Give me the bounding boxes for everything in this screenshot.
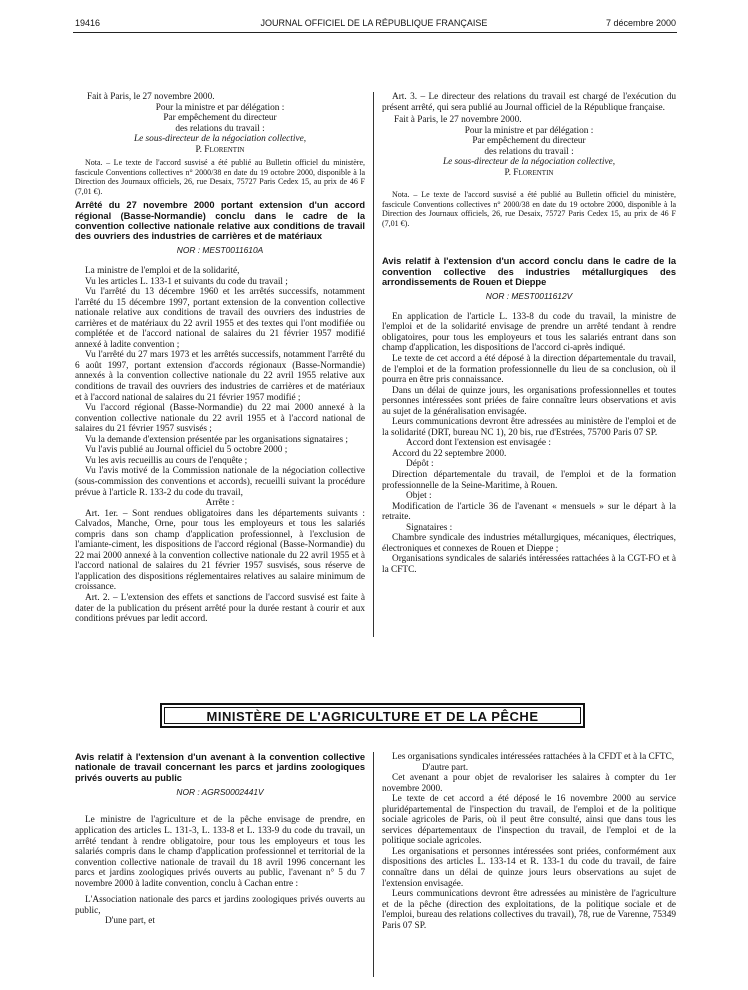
section-title: Avis relatif à l'extension d'un accord conclu dans le cadre de la convention collective des industries métallurgiques des arrondissements de Rouen et Dieppe: [382, 256, 676, 287]
signature-line: Pour la ministre et par délégation :: [464, 125, 594, 136]
paragraph: Direction départementale du travail, de l'emploi et de la formation professionnelle de la Seine-Maritime, à Rouen.: [382, 470, 676, 491]
nor-code: NOR : MEST0011612V: [485, 291, 573, 302]
header-rule: [73, 32, 677, 33]
signature-line: des relations du travail :: [175, 123, 265, 134]
article-3: Art. 3. – Le directeur des relations du travail est chargé de l'exécution du présent arrêté, qui sera publié au Journal officiel de la République française.: [382, 92, 676, 113]
paragraph: Le ministre de l'agriculture et de la pêche envisage de prendre, en application des articles L. 131-3, L. 133-8 et L. 133-9 du code du travail, un arrêté tendant à rendre obligatoire, pour tous les employeurs et tous les salariés compris dans le champ d'application professionnel et territorial de la convention collective nationale de travail du 18 avril 1996 concernant les parcs et jardins zoologiques privés ouverts au public, l'avenant n° 5 du 7 novembre 2000 à ladite convention, conclu à Cachan entre :: [75, 815, 365, 889]
paragraph: Dans un délai de quinze jours, les organisations professionnelles et toutes personnes intéressées sont priées de faire connaître leurs observations et avis au sujet de la généralisation envisagée.: [382, 385, 676, 417]
page-number: 19416: [75, 18, 101, 28]
paragraph: L'Association nationale des parcs et jardins zoologiques privés ouverts au public,: [75, 895, 365, 916]
signature-date: Fait à Paris, le 27 novembre 2000.: [87, 92, 215, 102]
nor-reference: [75, 787, 365, 798]
paragraph: Vu la demande d'extension présentée par les organisations signataires ;: [85, 434, 348, 445]
paragraph: Vu l'avis motivé de la Commission nationale de la négociation collective (sous-commission des conventions et accords), recueilli suivant la procédure prévue à l'article R. 133-2 du code du travail,: [75, 466, 365, 498]
journal-title: JOURNAL OFFICIEL DE LA RÉPUBLIQUE FRANÇAISE: [260, 18, 488, 28]
nor-reference: [75, 245, 365, 256]
page-header: [0, 18, 748, 32]
paragraph: Accord du 22 septembre 2000.: [392, 448, 507, 459]
column-left-top: [75, 92, 365, 625]
section-title: Arrêté du 27 novembre 2000 portant extension d'un accord régional (Basse-Normandie) conclu dans le cadre de la convention collective nationale relative aux conditions de travail des ouvriers des industries de carrières et de matériaux: [75, 200, 365, 242]
signatory-name: P. Florentin: [504, 167, 554, 178]
article-2: Art. 2. – L'extension des effets et sanctions de l'accord susvisé est faite à dater de la publication du présent arrêté pour la durée restant à courir et aux conditions prévues par ledit accord.: [75, 592, 365, 625]
column-left-bottom: [75, 752, 365, 927]
subheading: Signataires :: [406, 522, 453, 533]
signature-line: Par empêchement du directeur: [472, 136, 586, 147]
paragraph: Vu l'arrêté du 27 mars 1973 et les arrêtés successifs, notamment l'arrêté du 6 août 1997, portant extension d'accords régionaux (Basse-Normandie) annexés à la convention collective nationale du 22 avril 1955 relative aux conditions de travail des ouvriers des industries de carrières et de matériaux et à l'accord national de salaires du 21 février 1957 modifié ;: [75, 350, 365, 403]
paragraph: Les organisations syndicales intéressées rattachées à la CFDT et à la CFTC,: [392, 752, 675, 762]
paragraph: Leurs communications devront être adressées au ministère de l'emploi et de la solidarité (DRT, bureau NC 1), 20 bis, rue d'Estrées, 75700 Paris 07 SP.: [382, 417, 676, 438]
paragraph: Leurs communications devront être adressées au ministère de l'agriculture et de la pêche (direction des exploitations, de la politique sociale et de l'emploi, bureau des relations collectives du travail), 78, rue de Varenne, 75349 Paris 07 SP.: [382, 889, 677, 931]
signatory-name: P. Florentin: [195, 144, 245, 155]
signature-title: Le sous-directeur de la négociation collective,: [133, 134, 307, 145]
paragraph: En application de l'article L. 133-8 du code du travail, la ministre de l'emploi et de la solidarité envisage de prendre un arrêté tendant à rendre obligatoires, pour tous les employeurs et tous les salariés entrant dans son champ d'application, les dispositions de l'accord ci-après indiqué.: [382, 311, 676, 354]
paragraph: Modification de l'article 36 de l'avenant « mensuels » sur le départ à la retraite.: [382, 501, 676, 523]
column-divider-top: [373, 92, 374, 637]
column-right-bottom: [382, 752, 676, 931]
article-1: Art. 1er. – Sont rendues obligatoires dans les départements suivants : Calvados, Manche, Orne, pour tous les employeurs et tous les salariés compris dans son champ d'application professionnel, à l'exclusion de l'amiante-ciment, les dispositions de l'accord régional (Basse-Normandie) du 22 mai 2000 annexé à la convention collective nationale du 22 avril 1955 et à l'accord national de salaires du 21 février 1957 susvisés, sous réserve de l'application des dispositions réglementaires relatives au salaire minimum de croissance.: [75, 508, 365, 593]
paragraph: Le texte de cet accord a été déposé le 16 novembre 2000 au service pluridépartemental de l'inspection du travail, de l'emploi et de la politique sociale agricoles de Paris, où il peut être consulté, ainsi que dans tous les services départementaux de l'inspection du travail, de l'emploi et de la politique sociale agricoles.: [382, 794, 676, 847]
paragraph: D'autre part.: [422, 762, 469, 773]
paragraph: Vu les articles L. 133-1 et suivants du code du travail ;: [85, 276, 288, 287]
column-right-top: [382, 92, 676, 575]
issue-date: 7 décembre 2000: [605, 18, 676, 28]
paragraph: Le texte de cet accord a été déposé à la direction départementale du travail, de l'emploi et de la formation professionnelle du lieu de sa conclusion, où il pourra en être pris connaissance.: [382, 354, 676, 386]
paragraph: Vu l'accord régional (Basse-Normandie) du 22 mai 2000 annexé à la convention collective nationale du 22 avril 1955 et à l'accord national de salaires du 21 février 1957 susvisés ;: [75, 403, 365, 435]
signature-line: Pour la ministre et par délégation :: [155, 102, 285, 113]
paragraph: Les organisations et personnes intéressées sont priées, conformément aux dispositions des articles L. 133-14 et R. 133-1 du code du travail, de faire connaître dans un délai de quinze jours leurs observations au sujet de l'extension envisagée.: [382, 846, 676, 889]
ministry-banner-text: MINISTÈRE DE L'AGRICULTURE ET DE LA PÊCHE: [164, 707, 581, 724]
paragraph: Chambre syndicale des industries métallurgiques, mécaniques, électriques, électroniques et connexes de Rouen et Dieppe ;: [382, 533, 676, 554]
paragraph: Vu les avis recueillis au cours de l'enquête ;: [85, 455, 248, 466]
signature-title: Le sous-directeur de la négociation collective,: [442, 157, 616, 168]
column-divider-bottom: [373, 752, 374, 977]
paragraph: La ministre de l'emploi et de la solidarité,: [85, 266, 240, 277]
arrete-label: Arrête :: [205, 498, 235, 509]
paragraph: Organisations syndicales de salariés intéressées rattachées à la CGT-FO et à la CFTC.: [382, 554, 676, 575]
ministry-banner: [160, 703, 585, 728]
nor-code: NOR : MEST0011610A: [176, 245, 264, 256]
paragraph: Vu l'arrêté du 13 décembre 1960 et les arrêtés successifs, notamment l'arrêté du 15 décembre 1997, portant extension de la convention collective nationale relative aux conditions de travail des ouvriers des industries de carrières et de matériaux du 22 avril 1955 et des textes qui l'ont modifiée ou complétée et de l'accord national de salaires du 21 février 1957 modifié annexé à ladite convention ;: [75, 287, 365, 350]
signature-date: Fait à Paris, le 27 novembre 2000.: [394, 115, 522, 126]
nota: Nota. – Le texte de l'accord susvisé a été publié au Bulletin officiel du ministère, fascicule Conventions collectives n° 2000/38 en date du 19 octobre 2000, disponible à la Direction des Journaux officiels, 26, rue Desaix, 75727 Paris Cedex 15, au prix de 46 F (7,01 €).: [382, 190, 676, 228]
paragraph: D'une part, et: [105, 916, 155, 927]
signature-line: Par empêchement du directeur: [163, 113, 277, 124]
nota: Nota. – Le texte de l'accord susvisé a été publié au Bulletin officiel du ministère, fascicule Conventions collectives n° 2000/38 en date du 19 octobre 2000, disponible à la Direction des Journaux officiels, 26, rue Desaix, 75727 Paris Cedex 15, au prix de 46 F (7,01 €).: [75, 158, 365, 196]
nor-reference: [382, 291, 676, 302]
subheading: Objet :: [406, 491, 432, 502]
section-title: Avis relatif à l'extension d'un avenant à la convention collective nationale de travail concernant les parcs et jardins zoologiques privés ouverts au public: [75, 752, 365, 783]
nor-code: NOR : AGRS0002441V: [176, 786, 264, 797]
subheading: Dépôt :: [406, 459, 434, 470]
paragraph: Accord dont l'extension est envisagée :: [406, 438, 551, 449]
paragraph: Vu l'avis publié au Journal officiel du 5 octobre 2000 ;: [85, 445, 288, 456]
signature-line: des relations du travail :: [484, 146, 574, 157]
paragraph: Cet avenant a pour objet de revaloriser les salaires à compter du 1er novembre 2000.: [382, 773, 676, 794]
